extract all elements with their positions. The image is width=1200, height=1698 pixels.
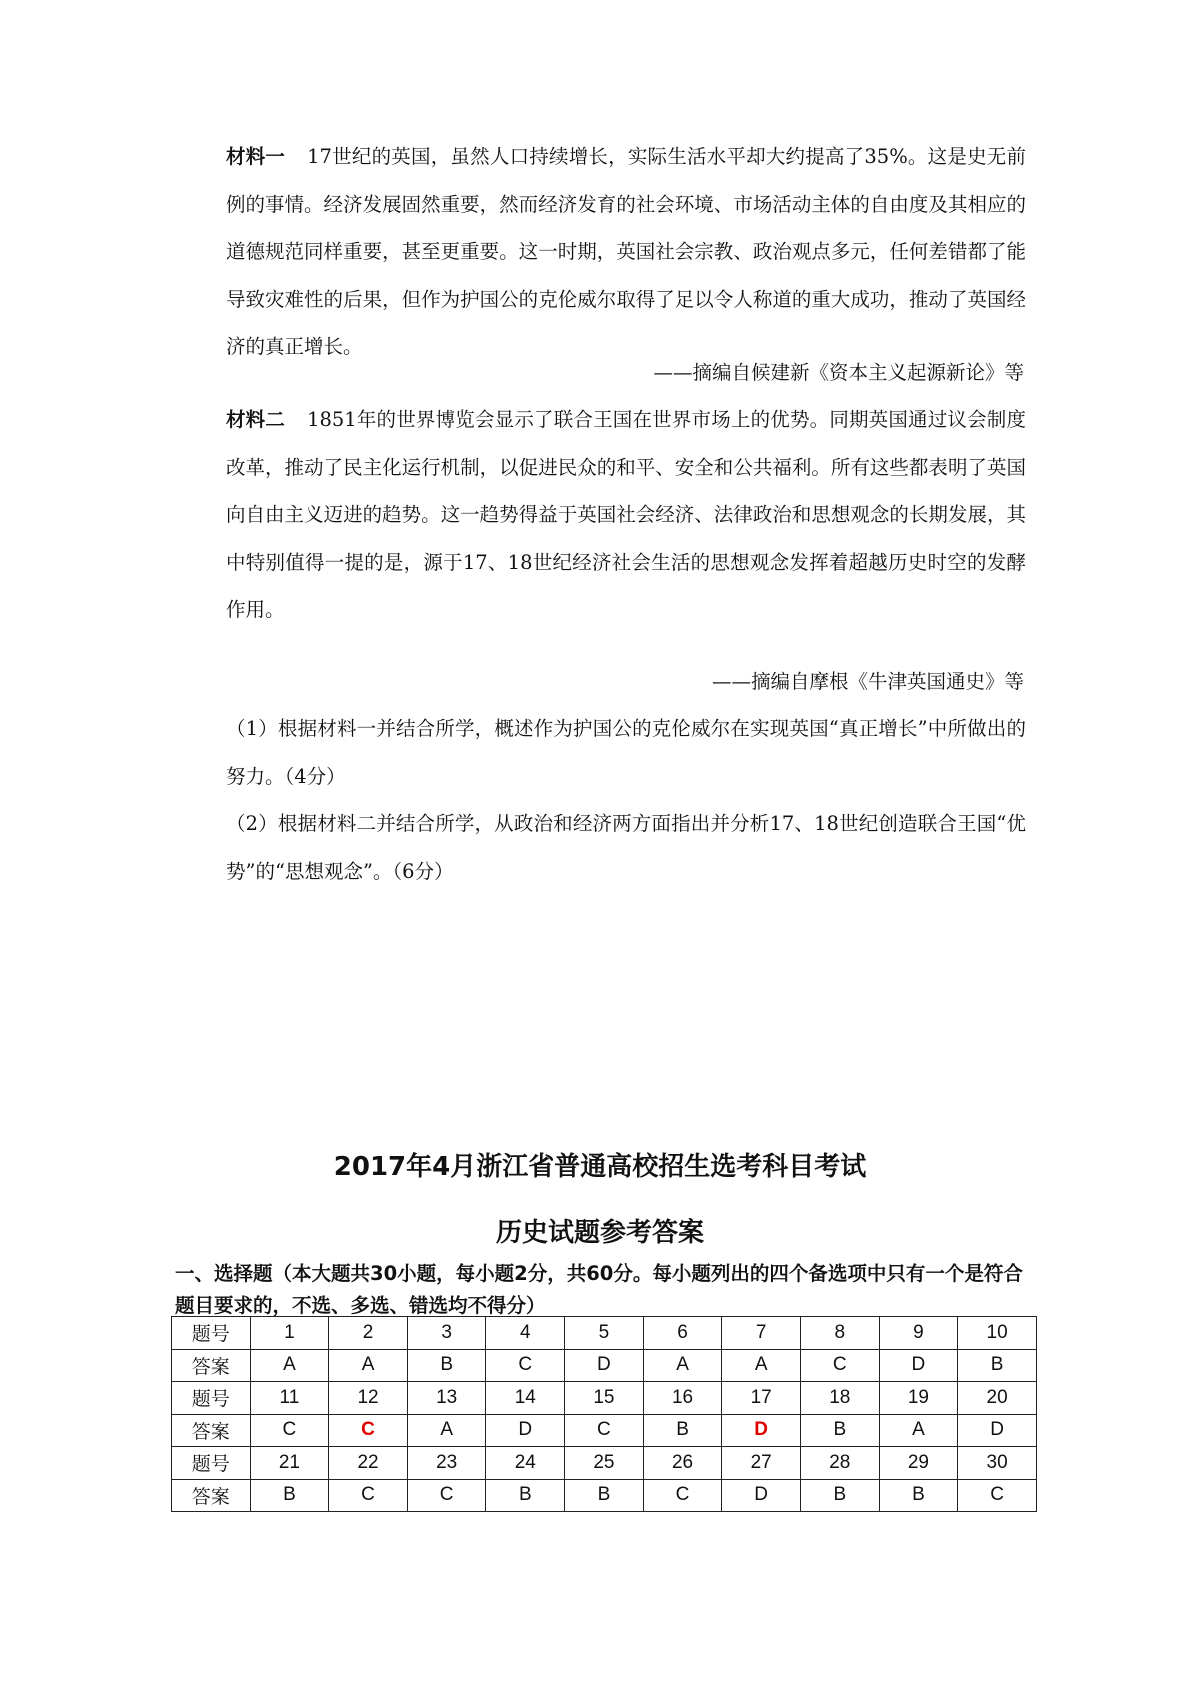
material-two-source: ——摘编自摩根《牛津英国通史》等 <box>711 670 1024 693</box>
answer-cell: C <box>565 1414 644 1447</box>
question-number-cell: 27 <box>722 1447 801 1480</box>
question-number-cell: 8 <box>800 1317 879 1350</box>
answer-cell: B <box>486 1479 565 1512</box>
answer-cell: B <box>407 1349 486 1382</box>
question-number-cell: 30 <box>958 1447 1037 1480</box>
question-number-cell: 7 <box>722 1317 801 1350</box>
question-2: （2）根据材料二并结合所学，从政治和经济两方面指出并分析17、18世纪创造联合王国“优势”的“思想观念”。（6分） <box>226 812 1026 883</box>
question-number-cell: 17 <box>722 1382 801 1415</box>
answer-table <box>171 1316 1037 1512</box>
answer-cell: B <box>879 1479 958 1512</box>
answer-cell: C <box>407 1479 486 1512</box>
answer-cell: C <box>800 1349 879 1382</box>
answer-row <box>172 1414 1037 1447</box>
answer-row <box>172 1349 1037 1382</box>
number-label-cell: 题号 <box>172 1447 251 1480</box>
question-number-cell: 16 <box>643 1382 722 1415</box>
number-label-cell: 题号 <box>172 1317 251 1350</box>
question-number-cell: 24 <box>486 1447 565 1480</box>
answer-cell: B <box>958 1349 1037 1382</box>
material-one-text: 17世纪的英国，虽然人口持续增长，实际生活水平却大约提高了35%。这是史无前例的事情。经济发展固然重要，然而经济发育的社会环境、市场活动主体的自由度及其相应的道德规范同样重要，甚至更重要。这一时期，英国社会宗教、政治观点多元，任何差错都了能导致灾难性的后果，但作为护国公的克伦威尔取得了足以令人称道的重大成功，推动了英国经济的真正增长。 <box>226 145 1026 358</box>
answer-cell: D <box>958 1414 1037 1447</box>
answer-row <box>172 1479 1037 1512</box>
number-row <box>172 1382 1037 1415</box>
question-number-cell: 22 <box>329 1447 408 1480</box>
answer-label-cell: 答案 <box>172 1479 251 1512</box>
answer-cell: B <box>643 1414 722 1447</box>
answer-cell: D <box>565 1349 644 1382</box>
question-number-cell: 19 <box>879 1382 958 1415</box>
question-number-cell: 1 <box>250 1317 329 1350</box>
answer-cell: A <box>643 1349 722 1382</box>
material-two-lead: 材料二 <box>226 408 286 431</box>
question-number-cell: 15 <box>565 1382 644 1415</box>
number-label-cell: 题号 <box>172 1382 251 1415</box>
answer-cell: C <box>486 1349 565 1382</box>
number-row <box>172 1447 1037 1480</box>
question-number-cell: 5 <box>565 1317 644 1350</box>
question-number-cell: 28 <box>800 1447 879 1480</box>
material-two <box>226 396 1026 634</box>
question-number-cell: 29 <box>879 1447 958 1480</box>
material-one-source: ——摘编自候建新《资本主义起源新论》等 <box>653 361 1024 384</box>
material-two-text: 1851年的世界博览会显示了联合王国在世界市场上的优势。同期英国通过议会制度改革，推动了民主化运行机制，以促进民众的和平、安全和公共福利。所有这些都表明了英国向自由主义迈进的趋势。这一趋势得益于英国社会经济、法律政治和思想观念的长期发展，其中特别值得一提的是，源于17、18世纪经济社会生活的思想观念发挥着超越历史时空的发酵作用。 <box>226 408 1026 621</box>
answer-cell: C <box>643 1479 722 1512</box>
question-number-cell: 11 <box>250 1382 329 1415</box>
question-number-cell: 18 <box>800 1382 879 1415</box>
number-row <box>172 1317 1037 1350</box>
question-number-cell: 10 <box>958 1317 1037 1350</box>
answer-cell: D <box>722 1414 801 1447</box>
answer-cell: D <box>486 1414 565 1447</box>
material-one <box>226 133 1026 371</box>
question-number-cell: 13 <box>407 1382 486 1415</box>
question-number-cell: 21 <box>250 1447 329 1480</box>
answer-cell: C <box>250 1414 329 1447</box>
question-number-cell: 12 <box>329 1382 408 1415</box>
answer-cell: B <box>800 1414 879 1447</box>
question-number-cell: 4 <box>486 1317 565 1350</box>
answer-title: 2017年4月浙江省普通高校招生选考科目考试 <box>333 1152 867 1182</box>
question-number-cell: 23 <box>407 1447 486 1480</box>
answer-cell: A <box>879 1414 958 1447</box>
answer-cell: D <box>722 1479 801 1512</box>
question-1: （1）根据材料一并结合所学，概述作为护国公的克伦威尔在实现英国“真正增长”中所做出的努力。（4分） <box>226 717 1026 788</box>
answer-cell: B <box>800 1479 879 1512</box>
question-number-cell: 20 <box>958 1382 1037 1415</box>
answer-label-cell: 答案 <box>172 1349 251 1382</box>
question-number-cell: 9 <box>879 1317 958 1350</box>
answer-cell: A <box>407 1414 486 1447</box>
answer-cell: A <box>250 1349 329 1382</box>
question-number-cell: 2 <box>329 1317 408 1350</box>
answer-subtitle: 历史试题参考答案 <box>495 1218 704 1248</box>
question-number-cell: 14 <box>486 1382 565 1415</box>
answer-cell: B <box>250 1479 329 1512</box>
answer-cell: C <box>329 1479 408 1512</box>
answer-cell: A <box>329 1349 408 1382</box>
answer-cell: D <box>879 1349 958 1382</box>
answer-cell: C <box>958 1479 1037 1512</box>
answer-label-cell: 答案 <box>172 1414 251 1447</box>
answer-cell: A <box>722 1349 801 1382</box>
answer-cell: B <box>565 1479 644 1512</box>
material-one-lead: 材料一 <box>226 145 286 168</box>
question-number-cell: 3 <box>407 1317 486 1350</box>
question-number-cell: 26 <box>643 1447 722 1480</box>
question-number-cell: 6 <box>643 1317 722 1350</box>
question-number-cell: 25 <box>565 1447 644 1480</box>
answer-cell: C <box>329 1414 408 1447</box>
section-one-heading: 一、选择题（本大题共30小题，每小题2分，共60分。每小题列出的四个备选项中只有一个是符合题目要求的，不选、多选、错选均不得分） <box>175 1262 1023 1317</box>
